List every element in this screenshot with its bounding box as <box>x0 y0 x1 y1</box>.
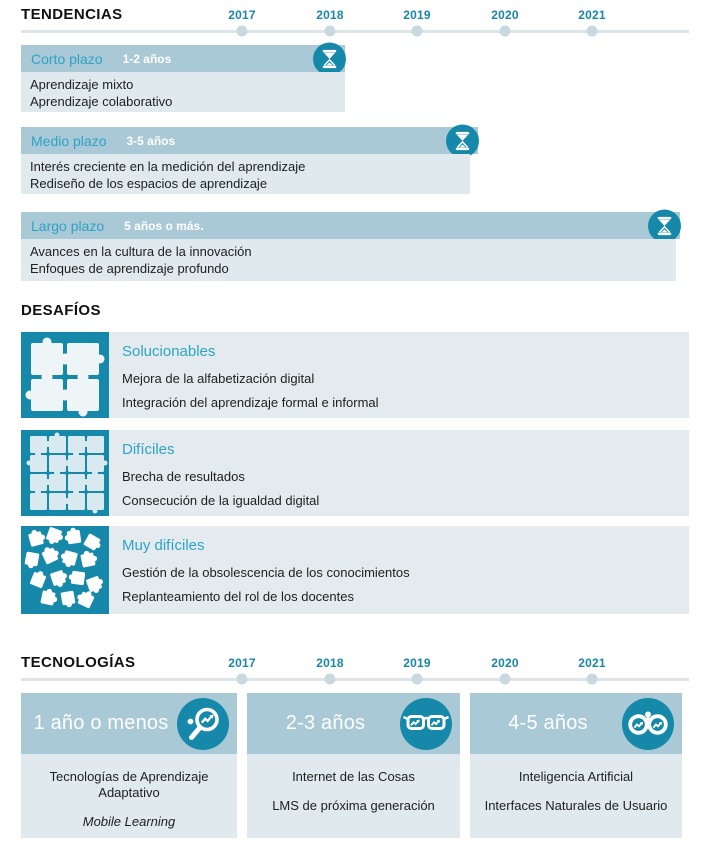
trends-heading: TENDENCIAS <box>21 6 123 23</box>
tech-column-body <box>21 754 237 838</box>
challenge-body <box>109 332 689 418</box>
timeline-year: 2018 <box>316 8 344 22</box>
challenges-heading: DESAFÍOS <box>21 302 101 319</box>
trend-item: Aprendizaje mixto <box>30 77 134 92</box>
challenge-card-very-difficult <box>21 526 689 614</box>
trend-bar-long-term <box>21 212 680 239</box>
timeline-dot <box>412 26 423 37</box>
trend-range: 1-2 años <box>122 51 172 66</box>
timeline-dot <box>500 26 511 37</box>
trend-range: 3-5 años <box>126 133 176 148</box>
trend-item: Enfoques de aprendizaje profundo <box>30 261 229 276</box>
challenge-item: Integración del aprendizaje formal e informal <box>122 395 379 410</box>
timeline-year: 2020 <box>491 8 519 22</box>
timeline-year: 2021 <box>578 8 606 22</box>
challenge-title: Solucionables <box>122 343 216 360</box>
timeline-dot <box>237 674 248 685</box>
challenge-title: Difíciles <box>122 441 175 458</box>
tech-column-header <box>247 693 460 754</box>
trend-label: Largo plazo <box>31 217 105 234</box>
challenge-item: Gestión de la obsolescencia de los conocimientos <box>122 565 410 580</box>
timeline-year: 2017 <box>228 656 256 670</box>
timeline-dot <box>587 674 598 685</box>
timeline-year: 2018 <box>316 656 344 670</box>
trend-items-long-term <box>21 239 676 281</box>
hourglass-icon <box>648 209 681 242</box>
tech-item: Tecnologías de Aprendizaje Adaptativo <box>49 769 209 800</box>
tech-item: Internet de las Cosas <box>292 769 415 784</box>
tech-item: Interfaces Naturales de Usuario <box>484 798 668 813</box>
tech-column-1-year <box>21 693 237 838</box>
trend-item: Rediseño de los espacios de aprendizaje <box>30 176 268 191</box>
timeline-year: 2019 <box>403 8 431 22</box>
tech-horizon-label: 4-5 años <box>508 712 588 734</box>
challenge-item: Consecución de la igualdad digital <box>122 493 320 508</box>
trend-label: Medio plazo <box>31 132 107 149</box>
hourglass-icon <box>446 124 479 157</box>
timeline-dot <box>587 26 598 37</box>
timeline-year: 2020 <box>491 656 519 670</box>
challenge-card-solvable <box>21 332 689 418</box>
tech-item: LMS de próxima generación <box>272 798 435 813</box>
tech-item: Mobile Learning <box>82 814 176 829</box>
challenge-title: Muy difíciles <box>122 537 205 554</box>
magnifier-trend-icon <box>177 698 229 750</box>
challenge-item: Mejora de la alfabetización digital <box>122 371 315 386</box>
trend-range: 5 años o más. <box>124 218 204 233</box>
trend-item: Interés creciente en la medición del aprendizaje <box>30 159 306 174</box>
hourglass-icon <box>313 42 346 75</box>
glasses-trend-icon <box>400 698 452 750</box>
tech-column-4-5-years <box>470 693 682 838</box>
trend-item: Aprendizaje colaborativo <box>30 94 173 109</box>
challenge-card-difficult <box>21 430 689 516</box>
tech-column-header <box>470 693 682 754</box>
tech-column-body <box>470 754 682 838</box>
timeline-year: 2017 <box>228 8 256 22</box>
tech-item: Inteligencia Artificial <box>518 769 634 784</box>
technologies-heading: TECNOLOGÍAS <box>21 654 136 671</box>
trend-items-short-term <box>21 72 345 112</box>
puzzle-solved-icon <box>21 332 109 418</box>
timeline-dot <box>237 26 248 37</box>
challenge-item: Replanteamiento del rol de los docentes <box>122 589 354 604</box>
timeline-dot <box>325 26 336 37</box>
trend-bar-mid-term <box>21 127 478 154</box>
trend-bar-short-term <box>21 45 345 72</box>
timeline-dot <box>500 674 511 685</box>
puzzle-grid-icon <box>21 430 109 516</box>
timeline-year: 2019 <box>403 656 431 670</box>
tech-column-header <box>21 693 237 754</box>
trend-label: Corto plazo <box>31 50 103 67</box>
trend-item: Avances en la cultura de la innovación <box>30 244 252 259</box>
puzzle-scattered-icon <box>21 526 109 614</box>
challenge-body <box>109 526 689 614</box>
tech-horizon-label: 1 año o menos <box>33 712 169 734</box>
binoculars-trend-icon <box>622 698 674 750</box>
tech-column-body <box>247 754 460 838</box>
tech-horizon-label: 2-3 años <box>285 712 366 734</box>
tech-column-2-3-years <box>247 693 460 838</box>
timeline-dot <box>325 674 336 685</box>
challenge-body <box>109 430 689 516</box>
timeline-dot <box>412 674 423 685</box>
trend-items-mid-term <box>21 154 470 194</box>
timeline-year: 2021 <box>578 656 606 670</box>
challenge-item: Brecha de resultados <box>122 469 245 484</box>
